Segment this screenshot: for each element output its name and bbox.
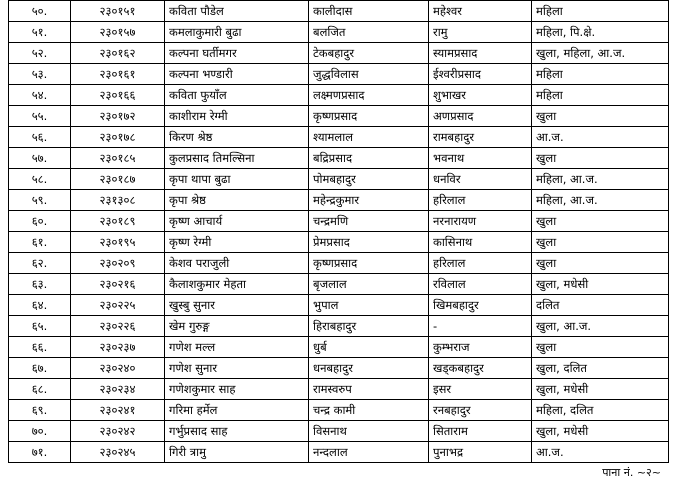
serial-number-cell: ५६. [9, 127, 71, 148]
candidate-name-cell: काशीराम रेग्मी [165, 106, 309, 127]
candidate-name-cell: गिरी त्रामु [165, 442, 309, 463]
roll-number-cell: २३१३०८ [71, 190, 165, 211]
roll-number-cell: २३०१७८ [71, 127, 165, 148]
grandfather-name-cell: रामबहादुर [429, 127, 532, 148]
table-row [9, 379, 669, 400]
grandfather-name-cell: अणप्रसाद [429, 106, 532, 127]
father-name-cell: रामस्वरुप [309, 379, 429, 400]
table-row [9, 274, 669, 295]
serial-number-cell: ६६. [9, 337, 71, 358]
grandfather-name-cell: महेश्वर [429, 1, 532, 22]
serial-number-cell: ५५. [9, 106, 71, 127]
table-row [9, 169, 669, 190]
serial-number-cell: ५८. [9, 169, 71, 190]
father-name-cell: हिराबहादुर [309, 316, 429, 337]
candidate-table-body [9, 1, 669, 463]
serial-number-cell: ५७. [9, 148, 71, 169]
table-row [9, 22, 669, 43]
candidate-name-cell: गणेश मल्ल [165, 337, 309, 358]
roll-number-cell: २३०१६२ [71, 43, 165, 64]
father-name-cell: जुद्धविलास [309, 64, 429, 85]
category-cell: महिला, पि.क्षे. [532, 22, 669, 43]
roll-number-cell: २३०१५१ [71, 1, 165, 22]
category-cell: खुला, दलित [532, 358, 669, 379]
category-cell: खुला [532, 337, 669, 358]
father-name-cell: धनबहादुर [309, 358, 429, 379]
category-cell: खुला [532, 253, 669, 274]
serial-number-cell: ६९. [9, 400, 71, 421]
father-name-cell: लक्ष्मणप्रसाद [309, 85, 429, 106]
roll-number-cell: २३०२२५ [71, 295, 165, 316]
table-row [9, 337, 669, 358]
serial-number-cell: ५२. [9, 43, 71, 64]
grandfather-name-cell: रामु [429, 22, 532, 43]
grandfather-name-cell: ईश्वरीप्रसाद [429, 64, 532, 85]
table-row [9, 295, 669, 316]
roll-number-cell: २३०२४५ [71, 442, 165, 463]
table-row [9, 1, 669, 22]
table-row [9, 43, 669, 64]
roll-number-cell: २३०१८५ [71, 148, 165, 169]
category-cell: महिला, आ.ज. [532, 190, 669, 211]
serial-number-cell: ७०. [9, 421, 71, 442]
grandfather-name-cell: खड्कबहादुर [429, 358, 532, 379]
grandfather-name-cell: - [429, 316, 532, 337]
grandfather-name-cell: हरिलाल [429, 190, 532, 211]
candidate-name-cell: किरण श्रेष्ठ [165, 127, 309, 148]
table-row [9, 64, 669, 85]
father-name-cell: प्रेमप्रसाद [309, 232, 429, 253]
father-name-cell: कालीदास [309, 1, 429, 22]
category-cell: खुला, मधेसी [532, 421, 669, 442]
candidate-name-cell: कविता पौडेल [165, 1, 309, 22]
page-number: पाना नं. ~२~ [602, 466, 661, 479]
table-row [9, 442, 669, 463]
grandfather-name-cell: धनविर [429, 169, 532, 190]
table-row [9, 190, 669, 211]
serial-number-cell: ६४. [9, 295, 71, 316]
serial-number-cell: ६८. [9, 379, 71, 400]
category-cell: महिला, दलित [532, 400, 669, 421]
category-cell: खुला, मधेसी [532, 274, 669, 295]
category-cell: खुला, मधेसी [532, 379, 669, 400]
category-cell: महिला [532, 85, 669, 106]
serial-number-cell: ६१. [9, 232, 71, 253]
roll-number-cell: २३०२४१ [71, 400, 165, 421]
candidate-name-cell: कल्पना घर्तीमगर [165, 43, 309, 64]
father-name-cell: चन्द्र कामी [309, 400, 429, 421]
father-name-cell: नन्दलाल [309, 442, 429, 463]
category-cell: खुला [532, 211, 669, 232]
roll-number-cell: २३०१७२ [71, 106, 165, 127]
candidate-name-cell: कुलप्रसाद तिमल्सिना [165, 148, 309, 169]
grandfather-name-cell: शुभाखर [429, 85, 532, 106]
candidate-name-cell: कैलाशकुमार मेहता [165, 274, 309, 295]
father-name-cell: श्यामलाल [309, 127, 429, 148]
grandfather-name-cell: स्यामप्रसाद [429, 43, 532, 64]
category-cell: खुला, आ.ज. [532, 316, 669, 337]
grandfather-name-cell: पुनाभद्र [429, 442, 532, 463]
category-cell: महिला [532, 1, 669, 22]
serial-number-cell: ५०. [9, 1, 71, 22]
candidate-name-cell: केशव पराजुली [165, 253, 309, 274]
candidate-name-cell: कृपा श्रेष्ठ [165, 190, 309, 211]
serial-number-cell: ५४. [9, 85, 71, 106]
father-name-cell: बद्रिप्रसाद [309, 148, 429, 169]
table-row [9, 358, 669, 379]
grandfather-name-cell: सिताराम [429, 421, 532, 442]
father-name-cell: महेन्द्रकुमार [309, 190, 429, 211]
roll-number-cell: २३०२०९ [71, 253, 165, 274]
serial-number-cell: ६०. [9, 211, 71, 232]
serial-number-cell: ६२. [9, 253, 71, 274]
father-name-cell: टेकबहादुर [309, 43, 429, 64]
grandfather-name-cell: कासिनाथ [429, 232, 532, 253]
roll-number-cell: २३०२४२ [71, 421, 165, 442]
grandfather-name-cell: नरनारायण [429, 211, 532, 232]
serial-number-cell: ७१. [9, 442, 71, 463]
table-row [9, 421, 669, 442]
category-cell: दलित [532, 295, 669, 316]
candidate-name-cell: कृष्ण रेग्मी [165, 232, 309, 253]
serial-number-cell: ५९. [9, 190, 71, 211]
candidate-name-cell: कल्पना भण्डारी [165, 64, 309, 85]
candidate-name-cell: गणेश सुनार [165, 358, 309, 379]
father-name-cell: कृष्णप्रसाद [309, 106, 429, 127]
candidate-name-cell: खेम गुरुङ्ग [165, 316, 309, 337]
table-row [9, 127, 669, 148]
grandfather-name-cell: रविलाल [429, 274, 532, 295]
father-name-cell: बलजित [309, 22, 429, 43]
table-row [9, 253, 669, 274]
serial-number-cell: ६५. [9, 316, 71, 337]
father-name-cell: धुर्ब [309, 337, 429, 358]
table-row [9, 400, 669, 421]
grandfather-name-cell: इसर [429, 379, 532, 400]
roll-number-cell: २३०२४० [71, 358, 165, 379]
candidate-name-cell: गरिमा हर्मेल [165, 400, 309, 421]
serial-number-cell: ६३. [9, 274, 71, 295]
serial-number-cell: ६७. [9, 358, 71, 379]
roll-number-cell: २३०१८७ [71, 169, 165, 190]
father-name-cell: चन्द्रमणि [309, 211, 429, 232]
category-cell: खुला [532, 106, 669, 127]
roll-number-cell: २३०२३४ [71, 379, 165, 400]
table-row [9, 211, 669, 232]
roll-number-cell: २३०२२६ [71, 316, 165, 337]
table-row [9, 316, 669, 337]
roll-number-cell: २३०२३७ [71, 337, 165, 358]
grandfather-name-cell: खिमबहादुर [429, 295, 532, 316]
table-row [9, 85, 669, 106]
father-name-cell: कृष्णप्रसाद [309, 253, 429, 274]
grandfather-name-cell: कुम्भराज [429, 337, 532, 358]
serial-number-cell: ५३. [9, 64, 71, 85]
category-cell: आ.ज. [532, 127, 669, 148]
candidate-name-cell: कृष्ण आचार्य [165, 211, 309, 232]
category-cell: आ.ज. [532, 442, 669, 463]
table-row [9, 148, 669, 169]
category-cell: खुला, महिला, आ.ज. [532, 43, 669, 64]
grandfather-name-cell: हरिलाल [429, 253, 532, 274]
candidate-name-cell: कमलाकुमारी बुढा [165, 22, 309, 43]
candidate-name-cell: कृपा थापा बुढा [165, 169, 309, 190]
candidate-name-cell: कविता फुयाँल [165, 85, 309, 106]
roll-number-cell: २३०१८९ [71, 211, 165, 232]
table-row [9, 232, 669, 253]
category-cell: खुला [532, 232, 669, 253]
candidate-name-cell: खुस्बु सुनार [165, 295, 309, 316]
candidate-name-cell: गर्भुप्रसाद साह [165, 421, 309, 442]
grandfather-name-cell: भवनाथ [429, 148, 532, 169]
category-cell: खुला [532, 148, 669, 169]
roll-number-cell: २३०२१६ [71, 274, 165, 295]
father-name-cell: पोमबहादुर [309, 169, 429, 190]
serial-number-cell: ५१. [9, 22, 71, 43]
category-cell: महिला, आ.ज. [532, 169, 669, 190]
roll-number-cell: २३०१५७ [71, 22, 165, 43]
roll-number-cell: २३०१९५ [71, 232, 165, 253]
father-name-cell: बृजलाल [309, 274, 429, 295]
table-row [9, 106, 669, 127]
candidate-table [8, 0, 669, 463]
candidate-name-cell: गणेशकुमार साह [165, 379, 309, 400]
father-name-cell: भुपाल [309, 295, 429, 316]
father-name-cell: विसनाथ [309, 421, 429, 442]
grandfather-name-cell: रनबहादुर [429, 400, 532, 421]
category-cell: महिला [532, 64, 669, 85]
roll-number-cell: २३०१६६ [71, 85, 165, 106]
roll-number-cell: २३०१६१ [71, 64, 165, 85]
